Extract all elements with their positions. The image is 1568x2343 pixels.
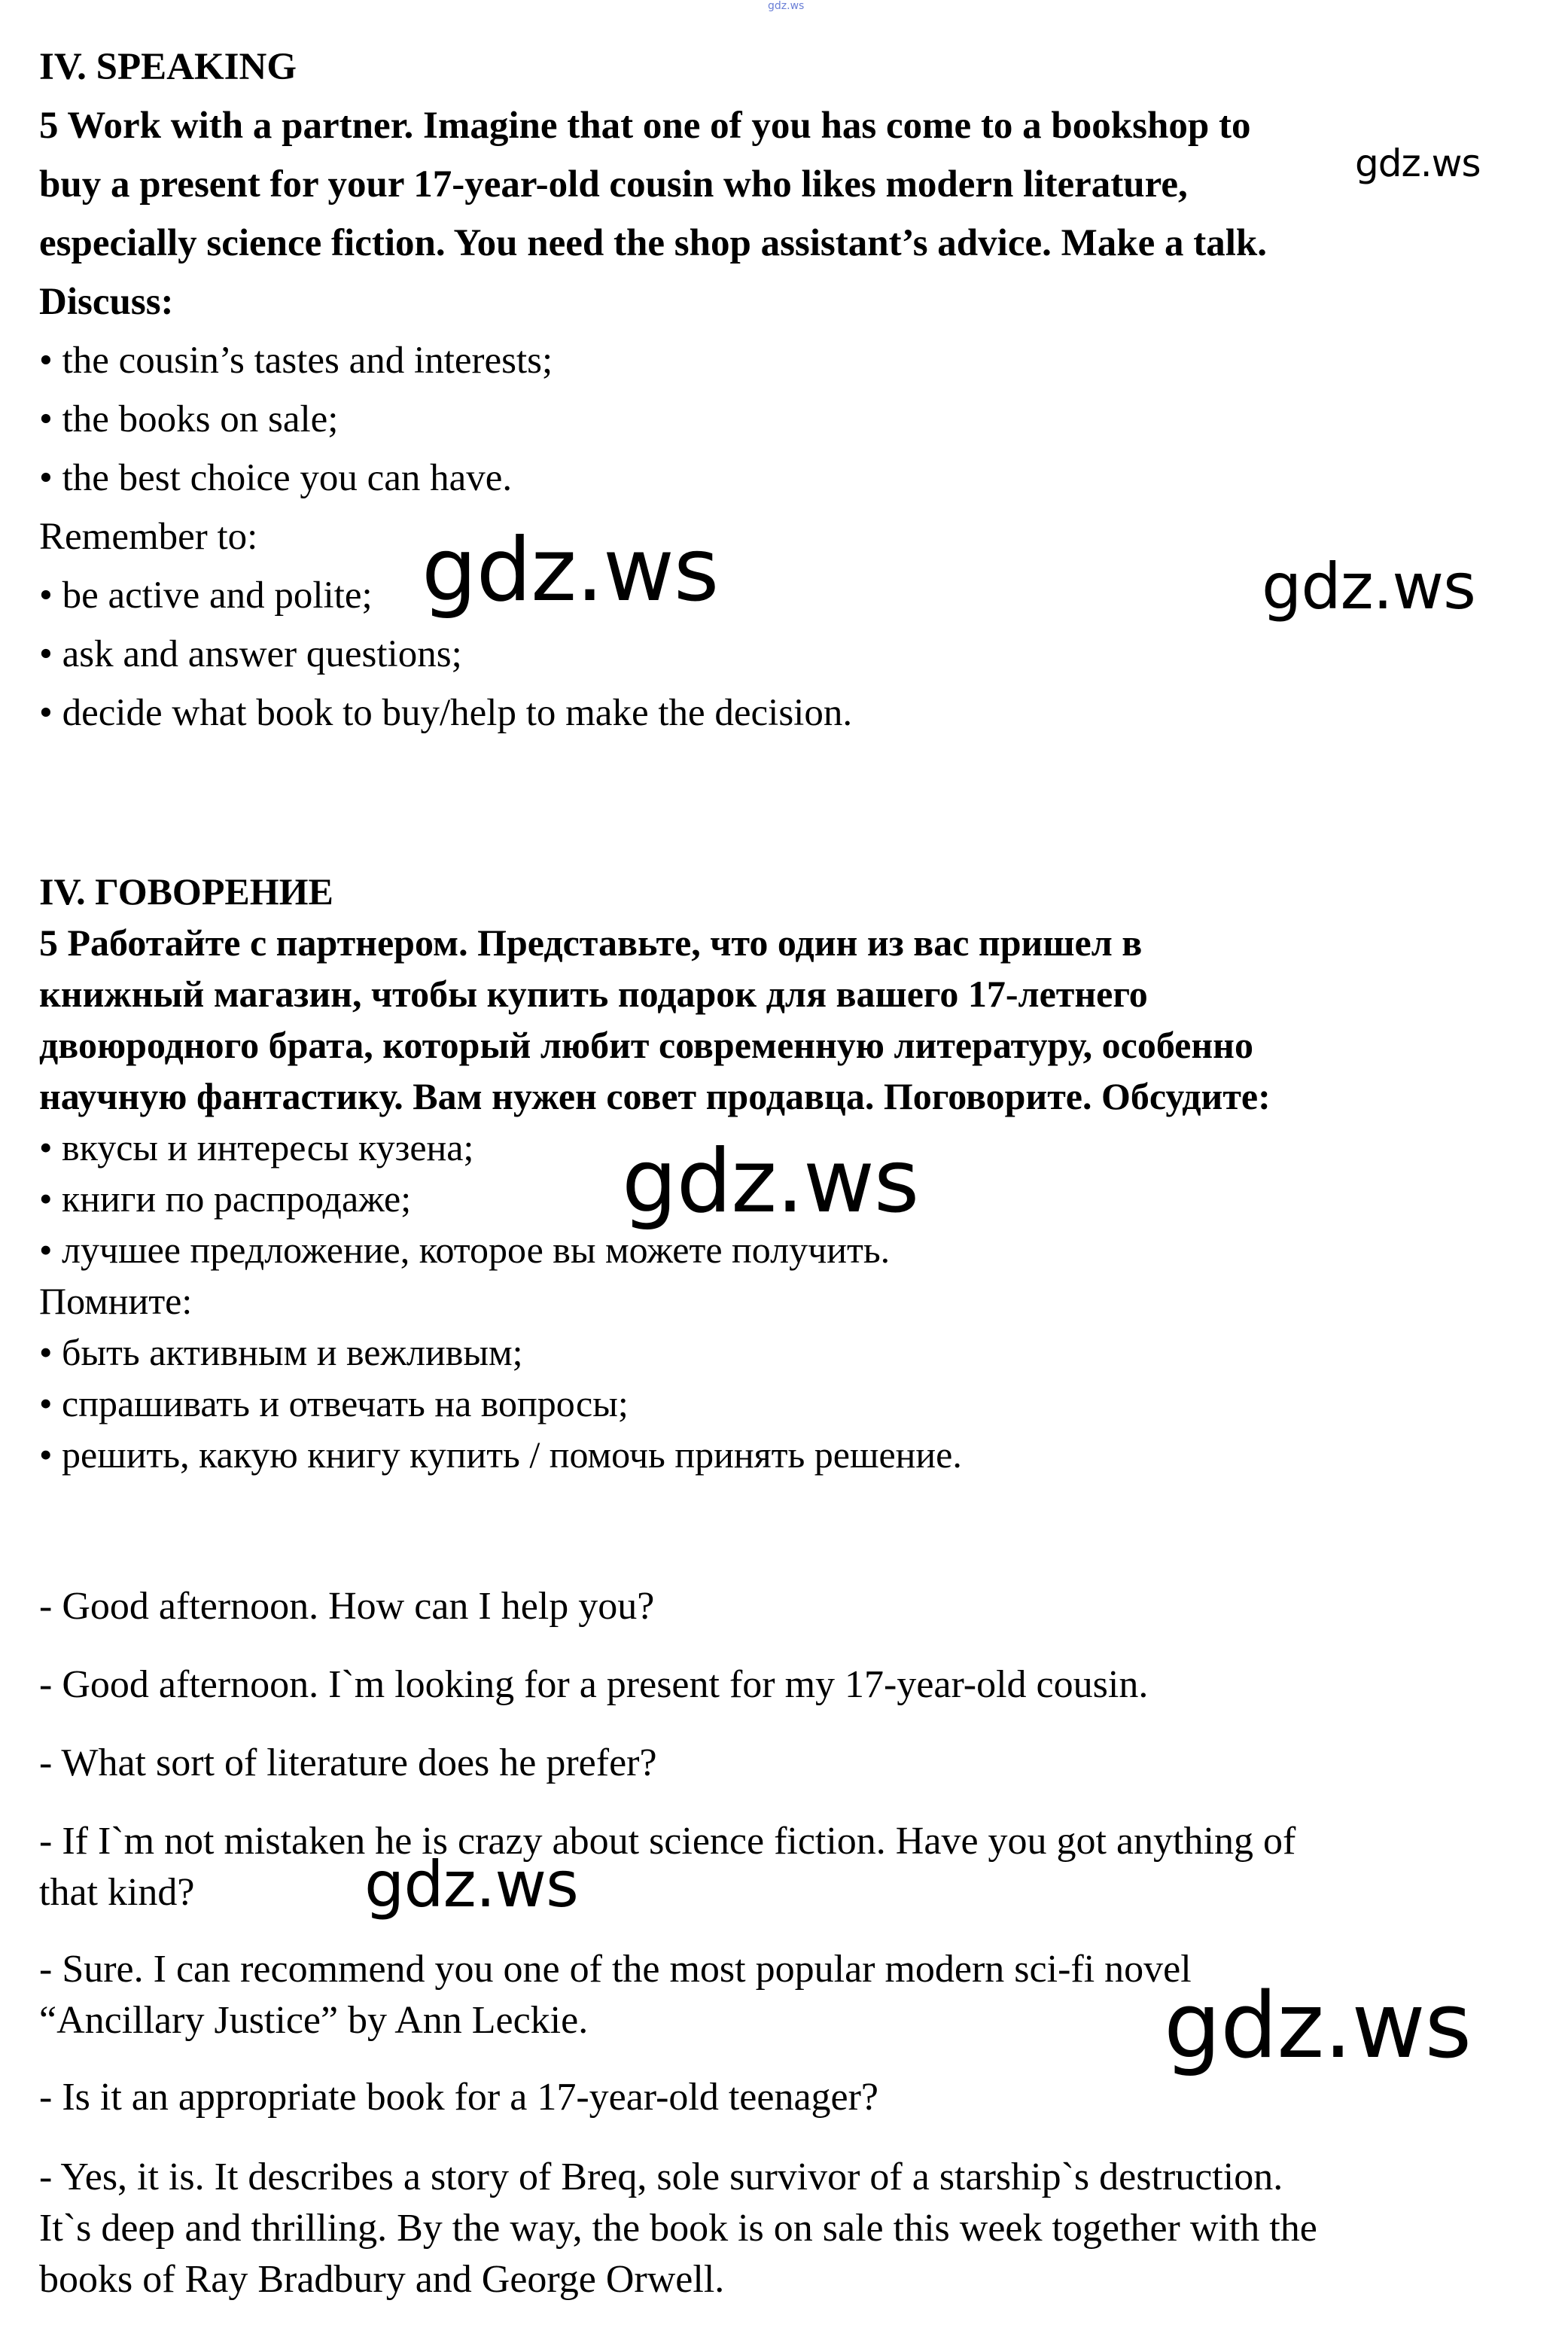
dialogue-line: books of Ray Bradbury and George Orwell.: [39, 2258, 725, 2301]
dialogue-line: - Sure. I can recommend you one of the most popular modern sci-fi novel: [39, 1948, 1192, 1991]
english-remember-label: Remember to:: [39, 516, 258, 558]
watermark: gdz.ws: [422, 519, 719, 621]
dialogue-line: - Is it an appropriate book for a 17-year-old teenager?: [39, 2076, 879, 2119]
watermark: gdz.ws: [1355, 142, 1481, 185]
russian-discuss-item: • книги по распродаже;: [39, 1178, 412, 1220]
dialogue-line: “Ancillary Justice” by Ann Leckie.: [39, 1999, 589, 2042]
english-remember-item: • be active and polite;: [39, 574, 373, 617]
watermark: gdz.ws: [1164, 1974, 1472, 2079]
russian-remember-item: • быть активным и вежливым;: [39, 1331, 523, 1373]
english-discuss-label: Discuss:: [39, 281, 174, 323]
russian-remember-item: • спрашивать и отвечать на вопросы;: [39, 1382, 629, 1424]
watermark: gdz.ws: [364, 1848, 578, 1921]
english-remember-item: • ask and answer questions;: [39, 633, 462, 675]
english-remember-item: • decide what book to buy/help to make the decision.: [39, 692, 853, 734]
english-discuss-item: • the cousin’s tastes and interests;: [39, 340, 553, 382]
watermark: gdz.ws: [622, 1131, 919, 1232]
russian-remember-item: • решить, какую книгу купить / помочь принять решение.: [39, 1434, 962, 1476]
russian-section-title: IV. ГОВОРЕНИЕ: [39, 870, 333, 913]
dialogue-line: that kind?: [39, 1871, 195, 1914]
russian-task-line: научную фантастику. Вам нужен совет продавца. Поговорите. Обсудите:: [39, 1075, 1271, 1117]
russian-remember-label: Помните:: [39, 1280, 193, 1322]
english-task-line: especially science fiction. You need the shop assistant’s advice. Make a talk.: [39, 222, 1268, 264]
watermark: gdz.ws: [1262, 550, 1475, 623]
dialogue-line: - What sort of literature does he prefer?: [39, 1741, 657, 1784]
dialogue-line: - Yes, it is. It describes a story of Breq, sole survivor of a starship`s destruction.: [39, 2156, 1283, 2198]
russian-discuss-item: • вкусы и интересы кузена;: [39, 1126, 474, 1168]
english-discuss-item: • the books on sale;: [39, 398, 339, 440]
dialogue-line: - Good afternoon. I`m looking for a present for my 17-year-old cousin.: [39, 1663, 1149, 1706]
english-task-line: buy a present for your 17-year-old cousin who likes modern literature,: [39, 163, 1188, 206]
russian-task-line: 5 Работайте с партнером. Представьте, что один из вас пришел в: [39, 922, 1143, 964]
english-section-title: IV. SPEAKING: [39, 46, 297, 88]
top-watermark: gdz.ws: [768, 0, 805, 12]
dialogue-line: - If I`m not mistaken he is crazy about science fiction. Have you got anything of: [39, 1820, 1296, 1863]
russian-discuss-item: • лучшее предложение, которое вы можете получить.: [39, 1229, 891, 1271]
russian-task-line: двоюродного брата, который любит современную литературу, особенно: [39, 1024, 1253, 1066]
dialogue-line: It`s deep and thrilling. By the way, the book is on sale this week together with the: [39, 2207, 1317, 2250]
russian-task-line: книжный магазин, чтобы купить подарок для вашего 17-летнего: [39, 973, 1148, 1015]
english-task-line: 5 Work with a partner. Imagine that one of you has come to a bookshop to: [39, 105, 1251, 147]
english-discuss-item: • the best choice you can have.: [39, 457, 513, 499]
dialogue-line: - Good afternoon. How can I help you?: [39, 1585, 655, 1628]
